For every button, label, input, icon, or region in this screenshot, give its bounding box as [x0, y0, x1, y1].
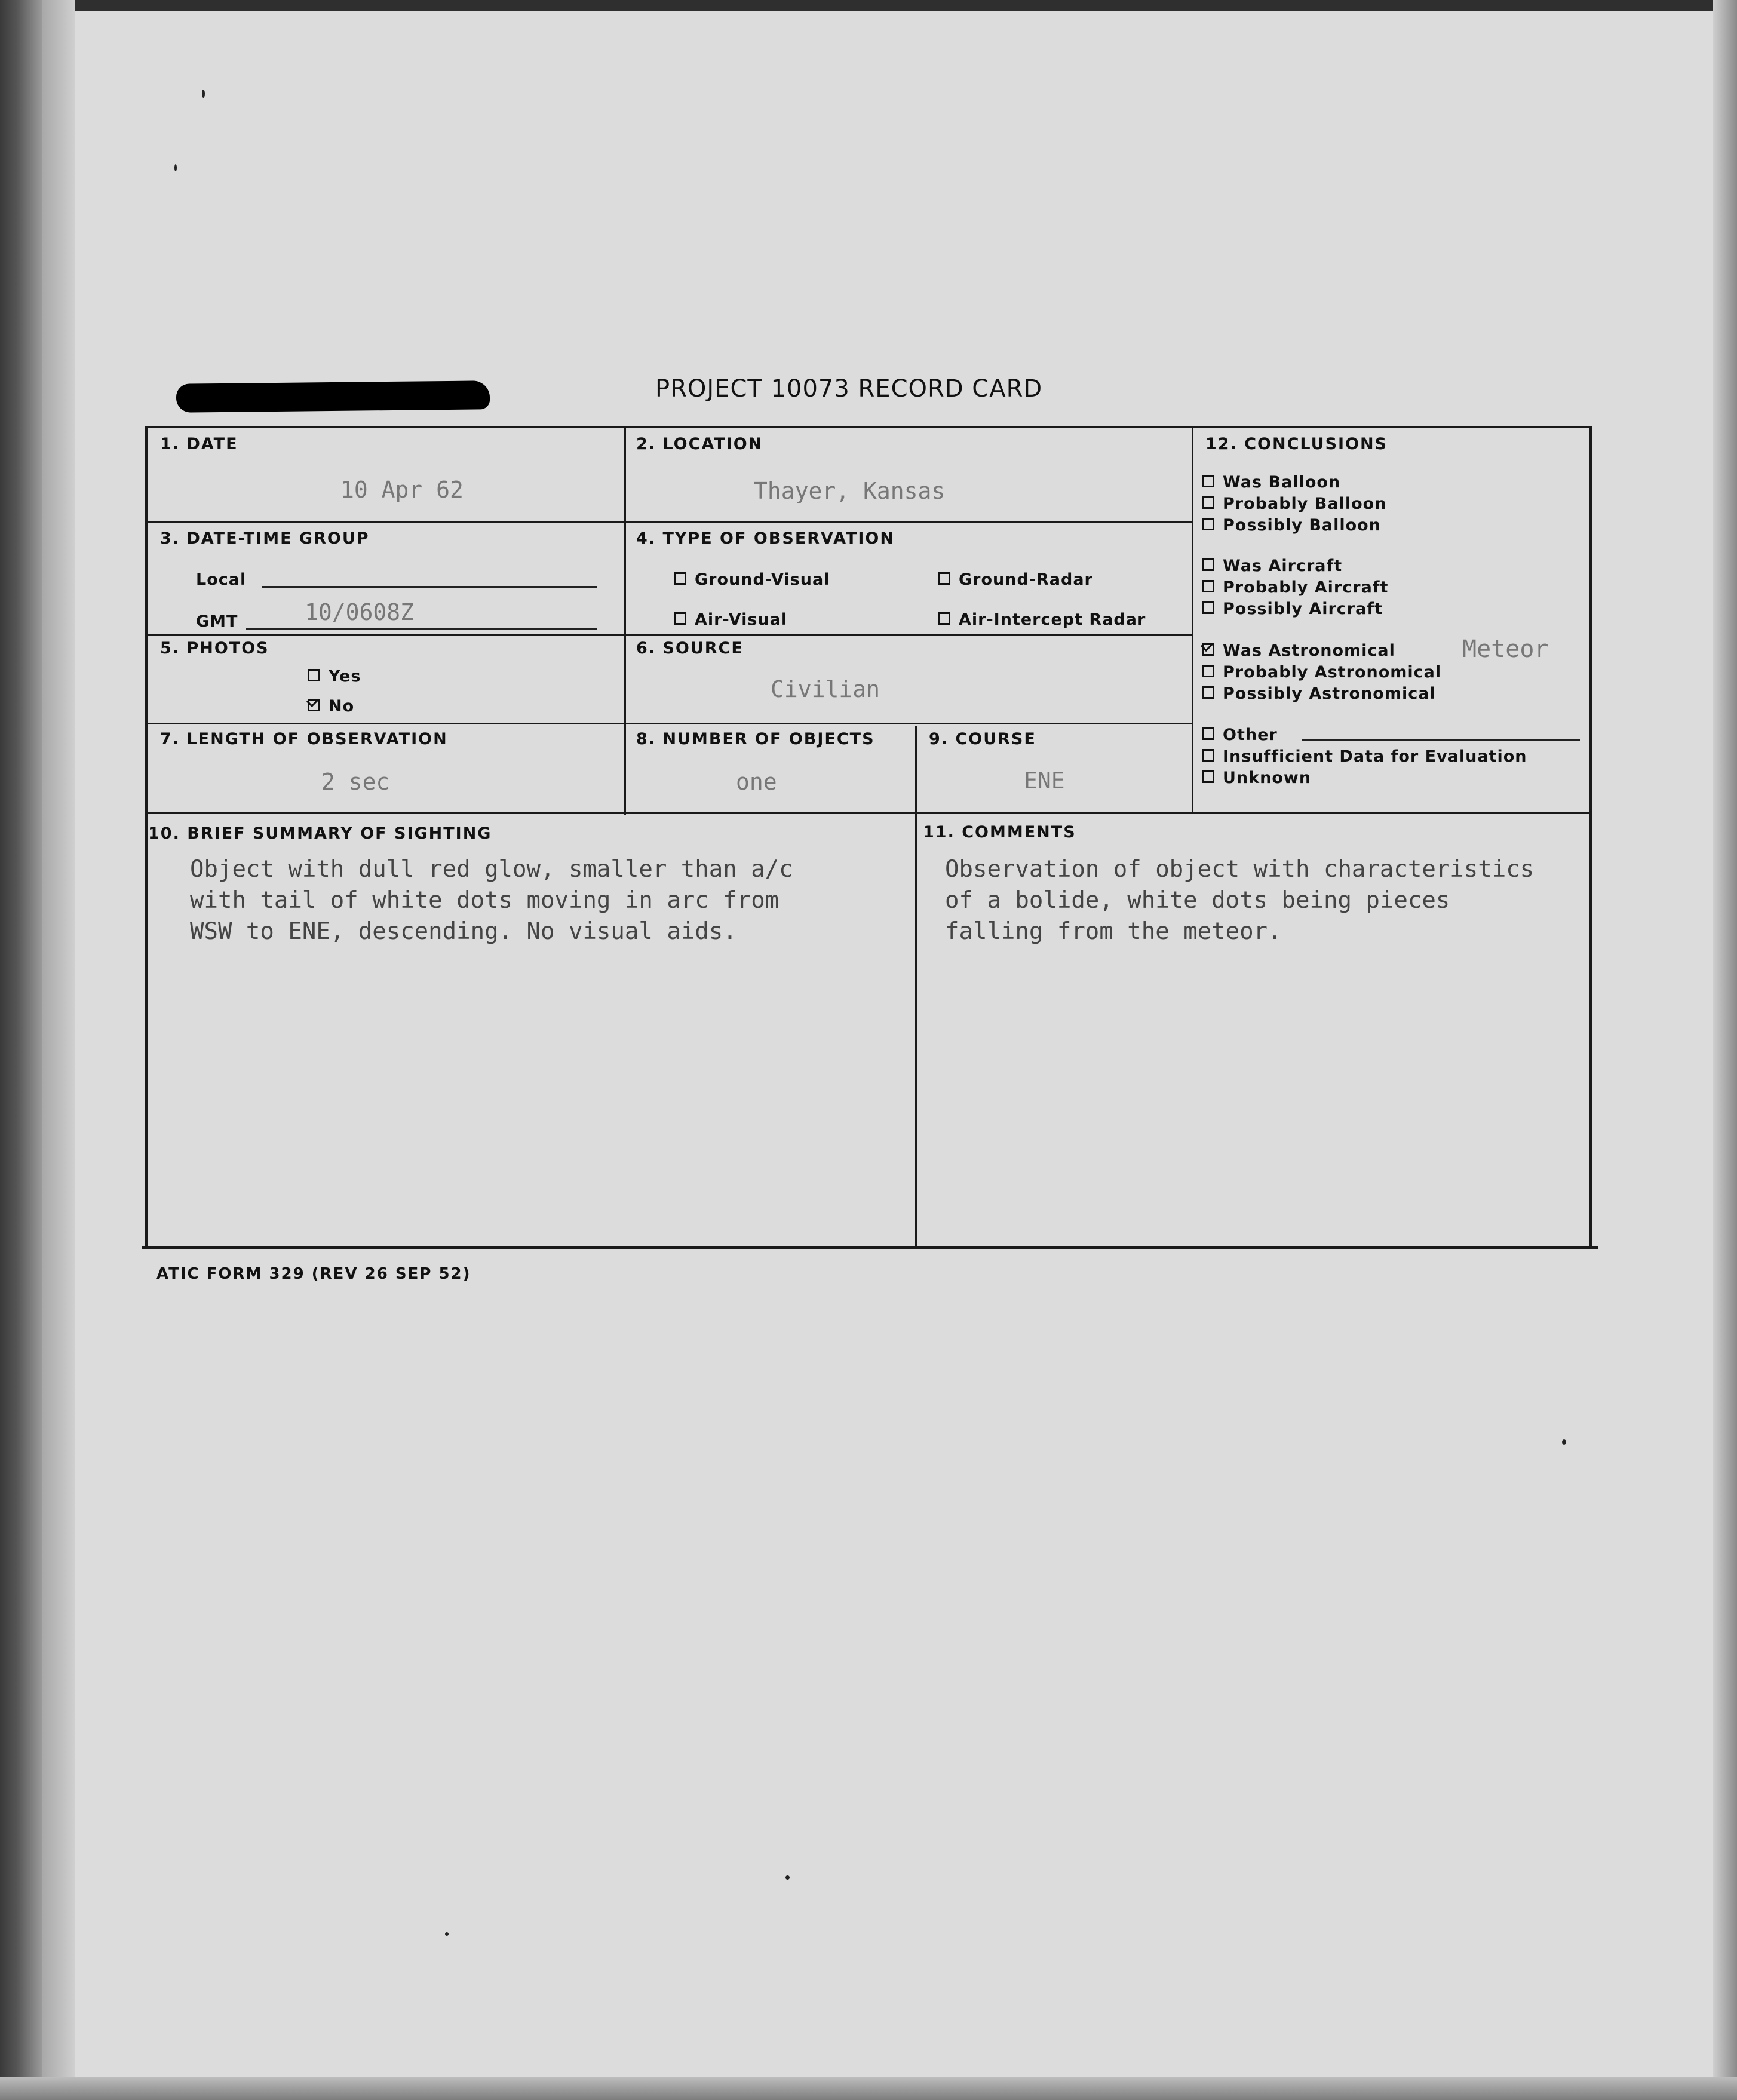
comments-line: falling from the meteor.	[945, 918, 1282, 945]
conclusion-other: Other	[1202, 726, 1278, 744]
location-label: 2. LOCATION	[636, 435, 763, 453]
option-air-intercept-radar: Air-Intercept Radar	[938, 610, 1146, 629]
local-label: Local	[196, 570, 247, 589]
conclusion-insufficient-data: Insufficient Data for Evaluation	[1202, 747, 1527, 766]
comments-label: 11. COMMENTS	[923, 823, 1076, 842]
photos-option-yes: Yes	[308, 667, 361, 686]
summary-label: 10. BRIEF SUMMARY OF SIGHTING	[148, 824, 492, 843]
conclusion-unknown: Unknown	[1202, 769, 1311, 787]
conclusion-was-astronomical: Was Astronomical	[1202, 641, 1395, 660]
checkbox-icon	[1202, 601, 1214, 614]
checkbox-icon	[1202, 749, 1214, 762]
film-edge-bottom	[0, 2077, 1737, 2100]
conclusions-label: 12. CONCLUSIONS	[1205, 435, 1388, 453]
conclusion-probably-astronomical: Probably Astronomical	[1202, 663, 1441, 681]
speck	[1562, 1439, 1566, 1445]
source-value: Civilian	[771, 676, 880, 702]
astronomical-note: Meteor	[1462, 635, 1549, 663]
summary-line: WSW to ENE, descending. No visual aids.	[190, 918, 737, 945]
film-edge-left-inner	[42, 0, 75, 2100]
card-title: PROJECT 10073 RECORD CARD	[655, 375, 1043, 403]
location-value: Thayer, Kansas	[754, 478, 946, 504]
course-value: ENE	[1024, 767, 1065, 794]
option-ground-radar: Ground-Radar	[938, 570, 1093, 589]
photos-option-no: No	[308, 697, 354, 716]
option-air-visual: Air-Visual	[674, 610, 787, 629]
checkbox-icon	[674, 612, 686, 625]
redaction-mark	[176, 380, 490, 412]
checkbox-icon	[1202, 770, 1214, 783]
checked-box-icon	[308, 699, 320, 711]
page	[75, 11, 1713, 2077]
gmt-label: GMT	[196, 612, 238, 631]
photos-label: 5. PHOTOS	[160, 639, 269, 658]
speck	[785, 1875, 790, 1880]
checkbox-icon	[1202, 727, 1214, 740]
conclusion-was-balloon: Was Balloon	[1202, 473, 1340, 492]
comments-line: Observation of object with characteristics	[945, 856, 1535, 883]
conclusion-possibly-astronomical: Possibly Astronomical	[1202, 684, 1436, 703]
conclusion-probably-aircraft: Probably Aircraft	[1202, 578, 1388, 597]
speck	[202, 90, 205, 98]
film-edge-top	[0, 0, 1737, 11]
checkbox-icon	[1202, 518, 1214, 530]
summary-text	[190, 854, 793, 947]
comments-text	[945, 854, 1534, 947]
comments-line: of a bolide, white dots being pieces	[945, 887, 1450, 914]
date-value: 10 Apr 62	[340, 477, 464, 503]
gmt-field-line	[246, 628, 597, 630]
conclusion-was-aircraft: Was Aircraft	[1202, 557, 1342, 575]
objects-label: 8. NUMBER OF OBJECTS	[636, 730, 875, 748]
observation-type-label: 4. TYPE OF OBSERVATION	[636, 529, 895, 548]
speck	[445, 1932, 449, 1936]
checked-box-icon	[1202, 643, 1214, 656]
speck	[174, 164, 177, 171]
conclusion-probably-balloon: Probably Balloon	[1202, 495, 1386, 513]
checkbox-icon	[1202, 475, 1214, 487]
course-label: 9. COURSE	[929, 730, 1036, 748]
source-label: 6. SOURCE	[636, 639, 744, 658]
checkbox-icon	[1202, 686, 1214, 699]
film-edge-left	[0, 0, 42, 2100]
checkbox-icon	[1202, 580, 1214, 592]
summary-line: with tail of white dots moving in arc from	[190, 887, 779, 914]
checkbox-icon	[938, 612, 950, 625]
gmt-value: 10/0608Z	[305, 599, 415, 625]
checkbox-icon	[1202, 665, 1214, 677]
checkbox-icon	[1202, 496, 1214, 509]
conclusion-possibly-balloon: Possibly Balloon	[1202, 516, 1381, 535]
checkbox-icon	[674, 572, 686, 585]
conclusion-possibly-aircraft: Possibly Aircraft	[1202, 600, 1383, 618]
local-field-line	[262, 586, 597, 588]
checkbox-icon	[308, 669, 320, 681]
option-ground-visual: Ground-Visual	[674, 570, 830, 589]
checkbox-icon	[1202, 558, 1214, 571]
film-edge-right	[1713, 0, 1737, 2100]
other-field-line	[1302, 739, 1580, 741]
date-label: 1. DATE	[160, 435, 238, 453]
dtg-label: 3. DATE-TIME GROUP	[160, 529, 370, 548]
length-value: 2 sec	[321, 769, 390, 795]
checkbox-icon	[938, 572, 950, 585]
summary-line: Object with dull red glow, smaller than a/c	[190, 856, 793, 883]
form-number: ATIC FORM 329 (REV 26 SEP 52)	[156, 1265, 471, 1283]
length-label: 7. LENGTH OF OBSERVATION	[160, 730, 448, 748]
objects-value: one	[736, 769, 777, 795]
